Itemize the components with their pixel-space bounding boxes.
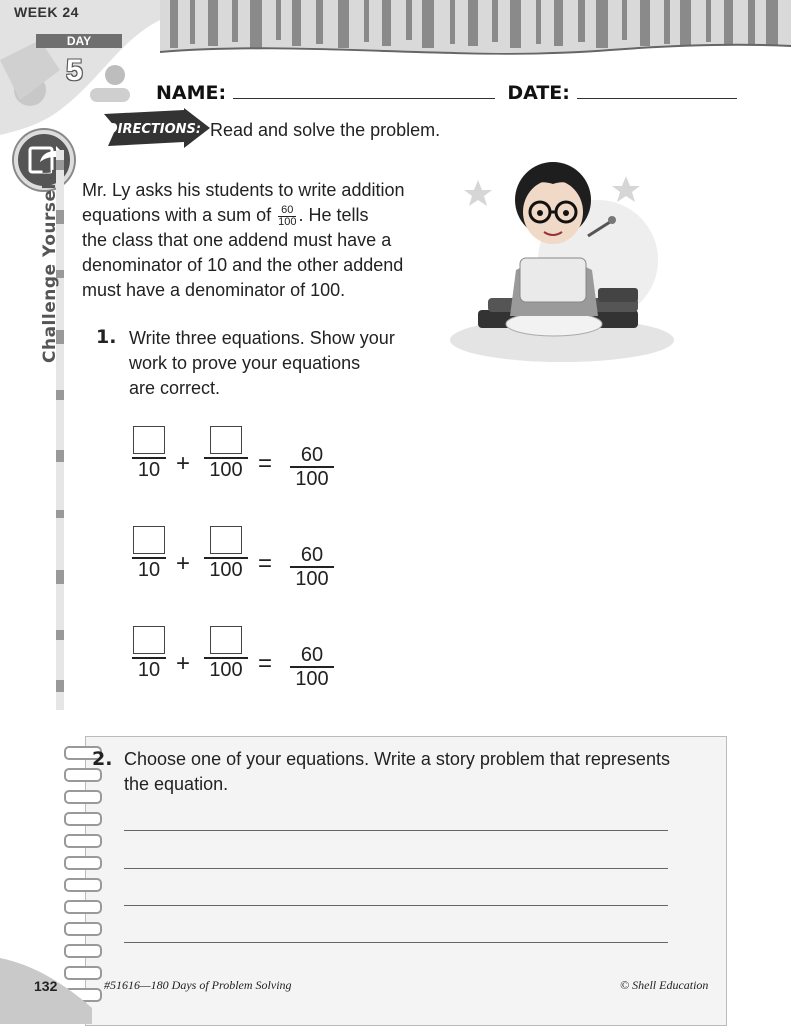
numerator-input-box[interactable] <box>133 526 165 554</box>
name-label: NAME: <box>156 82 227 104</box>
spiral-ring <box>64 812 102 826</box>
equals-sign: = <box>258 650 273 677</box>
girl-with-laptop-illustration <box>448 140 676 368</box>
directions-tag: DIRECTIONS: <box>106 122 202 137</box>
name-date-row <box>156 82 737 104</box>
denominator: 100 <box>209 459 243 481</box>
equals-sign: = <box>258 550 273 577</box>
problem-line: must have a denominator of 100. <box>82 280 346 300</box>
spiral-ring <box>64 922 102 936</box>
numerator-input-box[interactable] <box>210 526 242 554</box>
result-denominator: 100 <box>295 668 329 690</box>
problem-line-text: . He tells <box>298 205 369 225</box>
date-field[interactable] <box>577 98 737 99</box>
date-label: DATE: <box>507 82 570 104</box>
section-title: Challenge Yourself! <box>40 167 60 363</box>
day-label: DAY <box>36 34 122 48</box>
spiral-ring <box>64 878 102 892</box>
problem-line: denominator of 10 and the other addend <box>82 255 404 275</box>
numerator-input-box[interactable] <box>133 626 165 654</box>
result-fraction <box>290 444 334 490</box>
problem-line <box>82 203 462 228</box>
day-number: 5 <box>66 54 83 87</box>
plus-sign: + <box>176 450 191 477</box>
spiral-ring <box>64 856 102 870</box>
fraction-hundredths <box>204 526 248 581</box>
equation-1 <box>132 426 352 490</box>
question-2-number: 2. <box>92 748 113 770</box>
directions-text: Read and solve the problem. <box>210 120 441 140</box>
plus-sign: + <box>176 550 191 577</box>
denominator: 10 <box>137 659 161 681</box>
sum-fraction <box>278 205 296 228</box>
header-banner <box>160 0 791 70</box>
spiral-ring <box>64 900 102 914</box>
equation-2 <box>132 526 352 590</box>
problem-line-text: equations with a sum of <box>82 205 272 225</box>
fraction-hundredths <box>204 626 248 681</box>
question-1-line: Write three equations. Show your <box>129 328 395 348</box>
sum-denominator: 100 <box>278 215 297 228</box>
question-1-text <box>129 326 429 401</box>
result-denominator: 100 <box>295 568 329 590</box>
answer-line[interactable] <box>124 905 668 906</box>
publisher: © Shell Education <box>620 978 709 992</box>
fraction-tenths <box>132 626 166 681</box>
question-2-line: the equation. <box>124 774 229 794</box>
result-fraction <box>290 644 334 690</box>
answer-line[interactable] <box>124 868 668 869</box>
directions-arrow-icon <box>102 108 212 148</box>
sum-numerator: 60 <box>278 205 296 217</box>
numerator-input-box[interactable] <box>210 626 242 654</box>
numerator-input-box[interactable] <box>210 426 242 454</box>
question-1-number: 1. <box>96 326 117 348</box>
question-1-line: work to prove your equations <box>129 353 361 373</box>
week-label: WEEK 24 <box>14 4 79 20</box>
fraction-hundredths <box>204 426 248 481</box>
page-number: 132 <box>34 978 58 994</box>
problem-line: Mr. Ly asks his students to write addition <box>82 180 405 200</box>
equation-3 <box>132 626 352 690</box>
result-denominator: 100 <box>295 468 329 490</box>
question-2-line: Choose one of your equations. Write a story problem that represents <box>124 749 670 769</box>
denominator: 100 <box>209 659 243 681</box>
spiral-ring <box>64 768 102 782</box>
result-numerator: 60 <box>300 444 324 466</box>
answer-line[interactable] <box>124 830 668 831</box>
book-title: #51616—180 Days of Problem Solving <box>104 978 292 992</box>
spiral-ring <box>64 834 102 848</box>
denominator: 10 <box>137 559 161 581</box>
plus-sign: + <box>176 650 191 677</box>
question-2-text <box>124 747 704 797</box>
result-numerator: 60 <box>300 644 324 666</box>
fraction-tenths <box>132 426 166 481</box>
spiral-ring <box>64 944 102 958</box>
denominator: 100 <box>209 559 243 581</box>
result-fraction <box>290 544 334 590</box>
question-1-line: are correct. <box>129 378 221 398</box>
result-numerator: 60 <box>300 544 324 566</box>
numerator-input-box[interactable] <box>133 426 165 454</box>
answer-line[interactable] <box>124 942 668 943</box>
problem-line: the class that one addend must have a <box>82 230 392 250</box>
equals-sign: = <box>258 450 273 477</box>
spiral-ring <box>64 790 102 804</box>
fraction-tenths <box>132 526 166 581</box>
name-field[interactable] <box>233 98 495 99</box>
denominator: 10 <box>137 459 161 481</box>
problem-text <box>82 178 462 303</box>
